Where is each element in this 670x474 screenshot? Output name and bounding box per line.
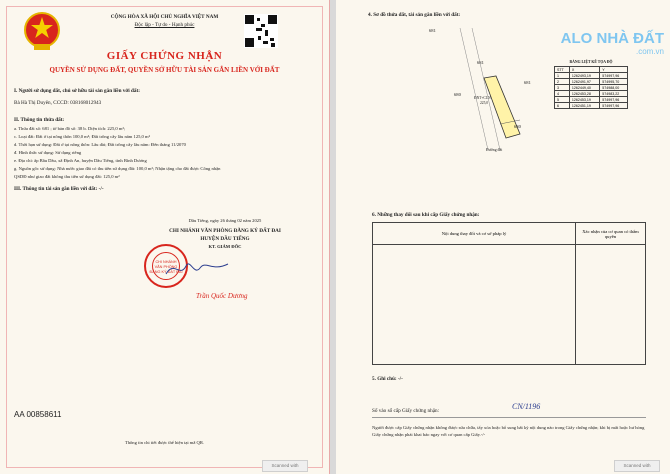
registry-divider bbox=[372, 417, 646, 418]
owner-line: Bà Hà Thị Duyên, CCCD: 038168012943 bbox=[14, 100, 102, 106]
section-map-heading: 4. Sơ đồ thửa đất, tài sản gắn liền với đất: bbox=[368, 12, 461, 18]
motto: Độc lập - Tự do - Hạnh phúc bbox=[134, 22, 195, 28]
scan-label: Scanned with bbox=[262, 460, 308, 472]
parcel-line: c. Loại đất: Đất ở tại nông thôn 100,0 m²; Đất trồng cây lâu năm 125,0 m² bbox=[14, 134, 150, 139]
coordinate-table-title: BẢNG LIỆT KÊ TỌA ĐỘ bbox=[569, 60, 613, 64]
watermark-brand: ALO NHÀ ĐẤT bbox=[560, 30, 664, 47]
certificate-back-page bbox=[336, 0, 670, 474]
parcel-line: QSDĐ như giao đất không thu tiền sử dụng đất: 125,0 m² bbox=[14, 174, 120, 179]
parcel-line: g. Nguồn gốc sử dụng: Nhà nước giao đất có thu tiền sử dụng đất: 100,0 m²; Nhận tặng cho đất được Công nhận bbox=[14, 166, 221, 171]
coord-cell: 3 bbox=[555, 85, 570, 91]
coordinate-table bbox=[554, 66, 628, 109]
certificate-subtitle: QUYỀN SỬ DỤNG ĐẤT, QUYỀN SỞ HỮU TÀI SẢN GẮN LIỀN VỚI ĐẤT bbox=[49, 66, 280, 74]
coord-cell: 574995,70 bbox=[600, 79, 628, 85]
coord-header: X bbox=[569, 67, 599, 73]
coord-cell: 4 bbox=[555, 91, 570, 97]
coord-cell: 1262449,40 bbox=[569, 85, 599, 91]
parcel-label: 681 bbox=[477, 60, 484, 65]
table-row bbox=[555, 103, 628, 109]
certificate-front-page bbox=[0, 0, 330, 474]
coord-cell: 6 bbox=[555, 103, 570, 109]
coord-cell: 1262453,28 bbox=[569, 91, 599, 97]
registry-label: Số vào sổ cấp Giấy chứng nhận: bbox=[372, 408, 440, 414]
coord-cell: 1 bbox=[555, 73, 570, 79]
parcel-line: d. Thời hạn sử dụng: Đất ở tại nông thôn: Lâu dài; Đất trồng cây lâu năm: Đến tháng 11/2070 bbox=[14, 142, 186, 147]
coord-header: STT bbox=[555, 67, 570, 73]
signer-name: Trần Quốc Dương bbox=[196, 292, 248, 300]
changes-col-content: Nội dung thay đổi và cơ sở pháp lý bbox=[373, 223, 576, 245]
coord-header: Y bbox=[600, 67, 628, 73]
footer-note: Thông tin chi tiết được thể hiện tại mã QR. bbox=[124, 440, 205, 445]
parcel-label: 681 bbox=[429, 28, 436, 33]
coord-cell: 1262453,19 bbox=[569, 97, 599, 103]
signature-icon bbox=[162, 256, 232, 282]
coord-cell: 574997,96 bbox=[600, 103, 628, 109]
coord-cell: 574988,00 bbox=[600, 85, 628, 91]
changes-table bbox=[372, 222, 646, 365]
official-seal-icon: CHI NHÁNH VĂN PHÒNG ĐĂNG KÝ ĐẤT ĐAI bbox=[144, 244, 188, 288]
changes-cell bbox=[576, 245, 646, 365]
warning-text: Người được cấp Giấy chứng nhận không được sửa chữa, tẩy xóa hoặc bổ sung bất kỳ nội dung nào trong Giấy chứng nhận; khi bị mất hoặc hư hỏng Giấy chứng nhận phải khai báo ngay với cơ quan cấp Giấy.-/- bbox=[372, 425, 645, 437]
section-owner-heading: I. Người sử dụng đất, chủ sở hữu tài sản gắn liền với đất: bbox=[14, 88, 140, 94]
parcel-line: đ. Hình thức sử dụng: Sử dụng riêng bbox=[14, 150, 82, 155]
qr-code-icon bbox=[244, 14, 278, 48]
parcel-line: a. Thửa đất số: 681 ; tờ bản đồ số: 38 b. Diện tích: 225,0 m²; bbox=[14, 126, 126, 131]
signing-date: Dầu Tiếng, ngày 26 tháng 02 năm 2025 bbox=[188, 218, 262, 223]
issuing-office: CHI NHÁNH VĂN PHÒNG ĐĂNG KÝ ĐẤT ĐAI bbox=[169, 228, 281, 234]
serial-number: AA 00858611 bbox=[14, 410, 62, 419]
section-notes-heading: 5. Ghi chú: -/- bbox=[372, 376, 403, 382]
registry-number: CN/1196 bbox=[512, 402, 541, 411]
signatory-title: KT. GIÁM ĐỐC bbox=[208, 244, 242, 249]
coord-cell: 2 bbox=[555, 79, 570, 85]
parcel-land-type: ĐNT+CLN bbox=[474, 96, 491, 100]
section-assets-heading: III. Thông tin tài sản gắn liền với đất: -/- bbox=[14, 186, 104, 192]
parcel-label: 680 bbox=[514, 124, 521, 129]
issuing-office-district: HUYỆN DẦU TIẾNG bbox=[200, 236, 250, 242]
parcel-label: 680 bbox=[454, 92, 461, 97]
parcel-map bbox=[396, 24, 546, 154]
coord-cell: 5 bbox=[555, 97, 570, 103]
changes-col-confirmation: Xác nhận của cơ quan có thẩm quyền bbox=[576, 223, 646, 245]
coord-cell: 574983,22 bbox=[600, 91, 628, 97]
national-title: CỘNG HÒA XÃ HỘI CHỦ NGHĨA VIỆT NAM bbox=[110, 14, 219, 20]
parcel-area: 225,0 bbox=[480, 101, 489, 105]
scan-label: Scanned with bbox=[614, 460, 660, 472]
parcel-label: 681 bbox=[524, 80, 531, 85]
coord-cell: 1262451,19 bbox=[569, 103, 599, 109]
certificate-title: GIẤY CHỨNG NHẬN bbox=[106, 50, 223, 62]
coord-cell: 1262493,19 bbox=[569, 73, 599, 79]
changes-cell bbox=[373, 245, 576, 365]
parcel-line: e. Địa chỉ: ấp Bầu Dầu, xã Định An, huyện Dầu Tiếng, tỉnh Bình Dương bbox=[14, 158, 147, 163]
coord-cell: 574997,96 bbox=[600, 73, 628, 79]
section-changes-heading: 6. Những thay đổi sau khi cấp Giấy chứng nhận: bbox=[372, 212, 480, 218]
coord-cell: 574997,96 bbox=[600, 97, 628, 103]
section-parcel-heading: II. Thông tin thửa đất: bbox=[14, 117, 65, 123]
watermark-domain: .com.vn bbox=[635, 47, 664, 56]
road-label: Đường đất bbox=[486, 148, 503, 152]
watermark bbox=[561, 30, 664, 56]
coord-cell: 1262491,97 bbox=[569, 79, 599, 85]
